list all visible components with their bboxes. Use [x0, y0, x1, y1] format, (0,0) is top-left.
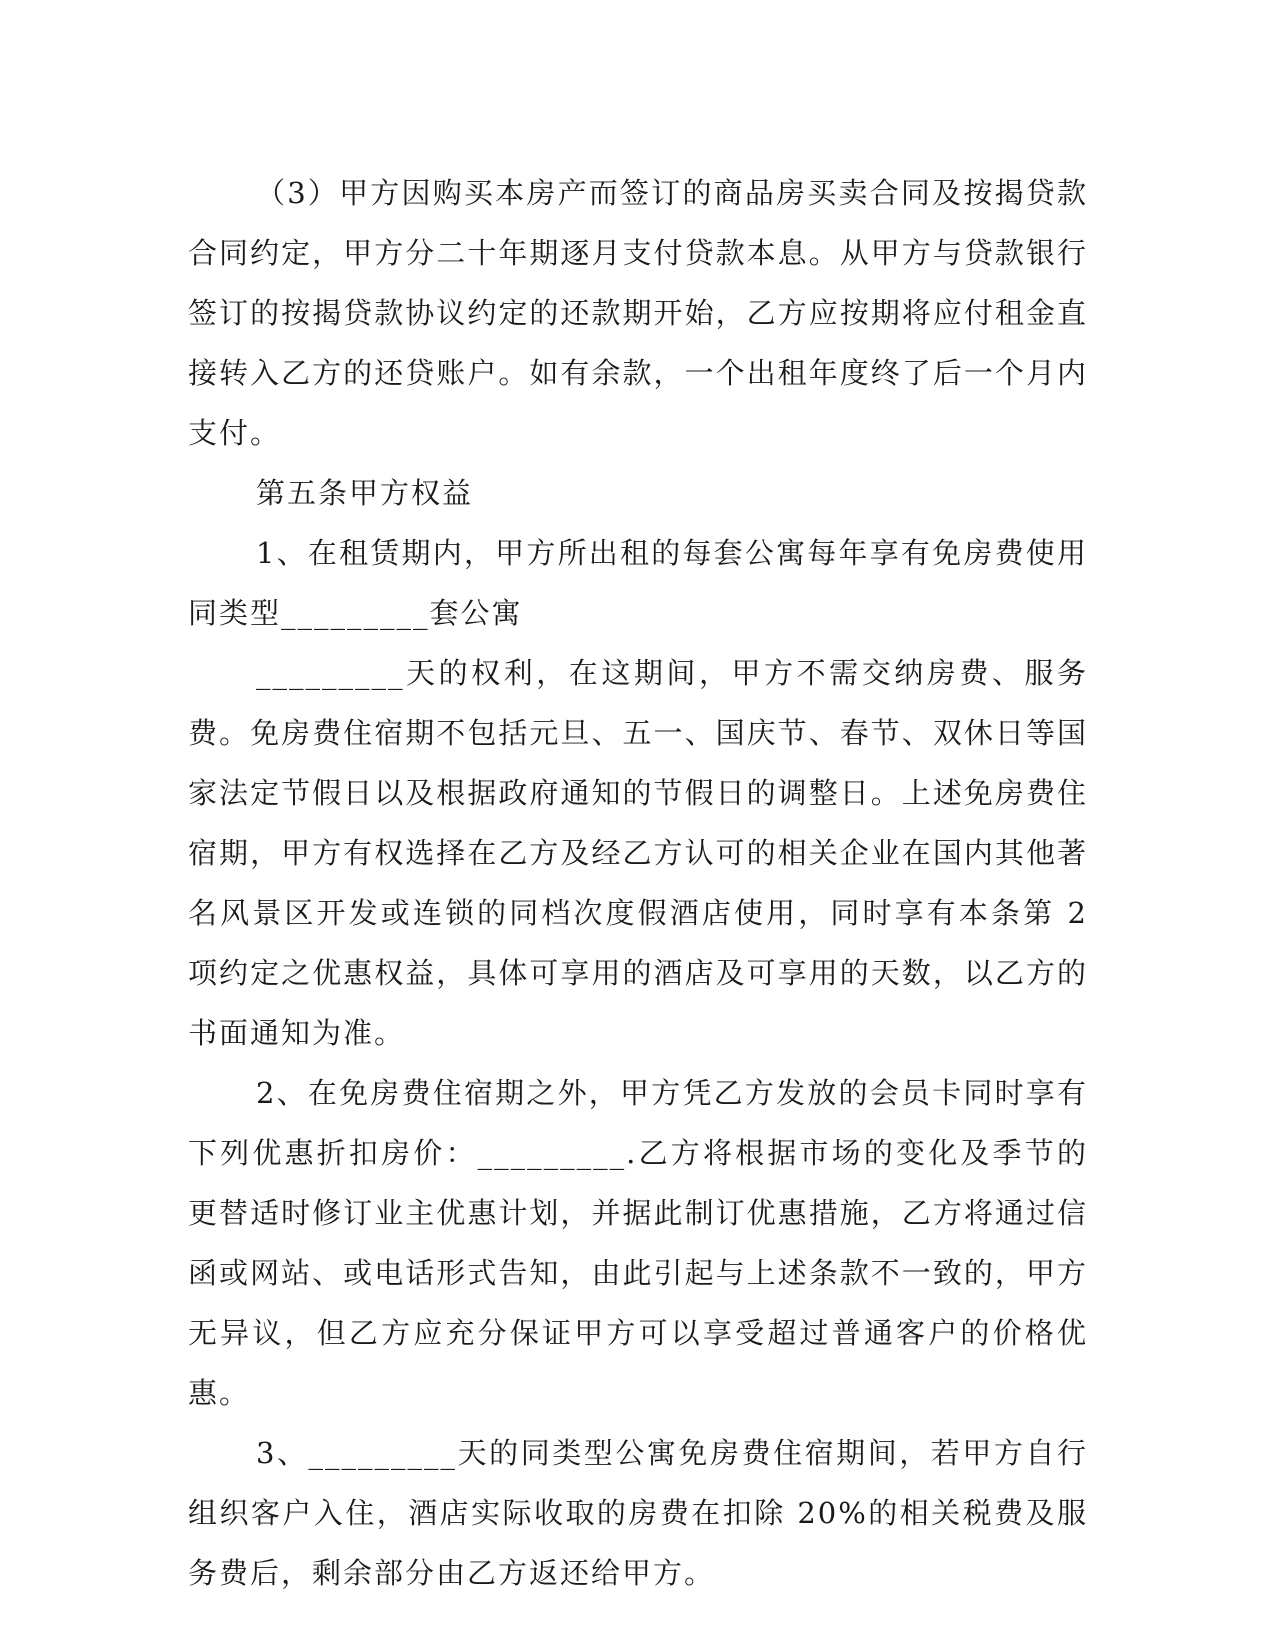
paragraph-clause-1-intro: 1、在租赁期内，甲方所出租的每套公寓每年享有免房费使用同类型_________套公寓 [188, 536, 1088, 630]
paragraph-clause-3: 3、_________天的同类型公寓免房费住宿期间，若甲方自行组织客户入住，酒店实际收取的房费在扣除 20%的相关税费及服务费后，剩余部分由乙方返还给甲方。 [188, 1436, 1088, 1590]
paragraph-clause-2: 2、在免房费住宿期之外，甲方凭乙方发放的会员卡同时享有下列优惠折扣房价：_________.乙方将根据市场的变化及季节的更替适时修订业主优惠计划，并据此制订优惠措施，乙方将通过信函或网站、或电话形式告知，由此引起与上述条款不一致的，甲方无异议，但乙方应充分保证甲方可以享受超过普通客户的价格优惠。 [188, 1076, 1088, 1410]
paragraph-clause-1-detail: _________天的权利，在这期间，甲方不需交纳房费、服务费。免房费住宿期不包括元旦、五一、国庆节、春节、双休日等国家法定节假日以及根据政府通知的节假日的调整日。上述免房费住宿期，甲方有权选择在乙方及经乙方认可的相关企业在国内其他著名风景区开发或连锁的同档次度假酒店使用，同时享有本条第 2 项约定之优惠权益，具体可享用的酒店及可享用的天数，以乙方的书面通知为准。 [188, 656, 1088, 1050]
section-heading-party-a-rights: 第五条甲方权益 [256, 476, 474, 510]
paragraph-loan-repayment: （3）甲方因购买本房产而签订的商品房买卖合同及按揭贷款合同约定，甲方分二十年期逐月支付贷款本息。从甲方与贷款银行签订的按揭贷款协议约定的还款期开始，乙方应按期将应付租金直接转入乙方的还贷账户。如有余款，一个出租年度终了后一个月内支付。 [188, 176, 1088, 450]
document-body [188, 163, 1088, 1603]
